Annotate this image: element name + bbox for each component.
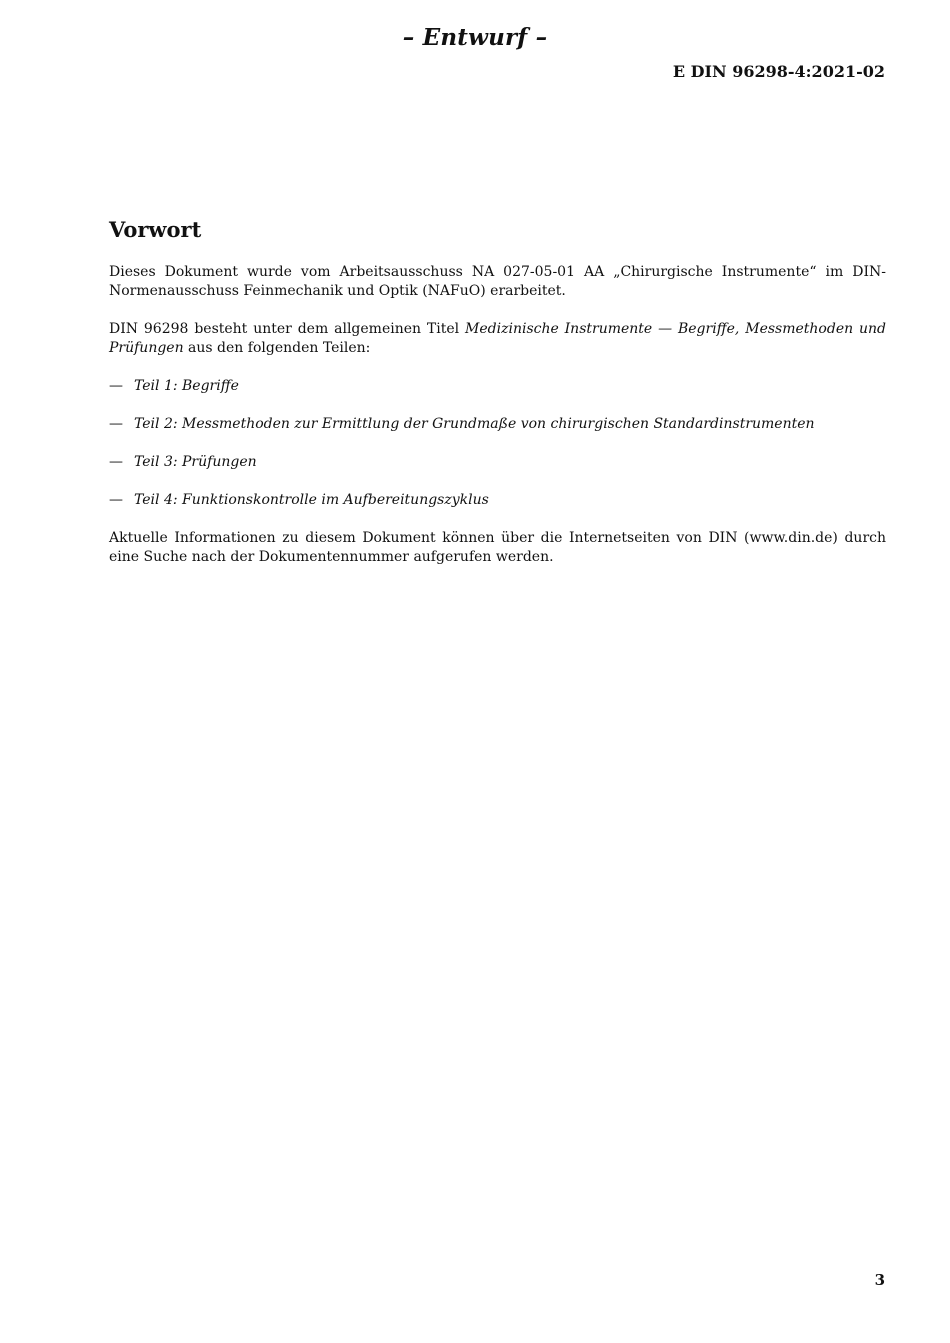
list-item-label: Teil 3: Prüfungen [134, 454, 257, 470]
list-item [109, 415, 886, 434]
series-outro: aus den folgenden Teilen: [183, 340, 371, 356]
parts-list [109, 377, 886, 510]
list-item [109, 377, 886, 396]
list-dash: — [109, 454, 123, 470]
list-dash: — [109, 492, 123, 508]
paragraph-committee: Dieses Dokument wurde vom Arbeitsausschuss NA 027-05-01 AA „Chirurgische Instrumente“ im DIN-Normenausschuss Feinmechanik und Optik (NAFuO) erarbeitet. [109, 264, 886, 299]
page-content [109, 216, 886, 586]
page-number: 3 [874, 1271, 885, 1289]
draft-mark: – Entwurf – [402, 24, 548, 51]
section-heading: Vorwort [109, 217, 202, 242]
list-item-label: Teil 1: Begriffe [134, 378, 239, 394]
list-item [109, 453, 886, 472]
paragraph-info: Aktuelle Informationen zu diesem Dokument können über die Internetseiten von DIN (www.din.de) durch eine Suche nach der Dokumentennummer aufgerufen werden. [109, 530, 886, 565]
series-intro: DIN 96298 besteht unter dem allgemeinen Titel [109, 321, 466, 337]
list-dash: — [109, 378, 123, 394]
document-id: E DIN 96298-4:2021-02 [672, 62, 885, 81]
list-item [109, 491, 886, 510]
list-item-label: Teil 4: Funktionskontrolle im Aufbereitungszyklus [134, 492, 489, 508]
list-dash: — [109, 416, 123, 432]
paragraph-series [109, 320, 886, 358]
series-title: Medizinische Instrumente — Begriffe, Messmethoden und Prüfungen [109, 321, 887, 356]
list-item-label: Teil 2: Messmethoden zur Ermittlung der Grundmaße von chirurgischen Standardinstrumenten [134, 416, 815, 432]
